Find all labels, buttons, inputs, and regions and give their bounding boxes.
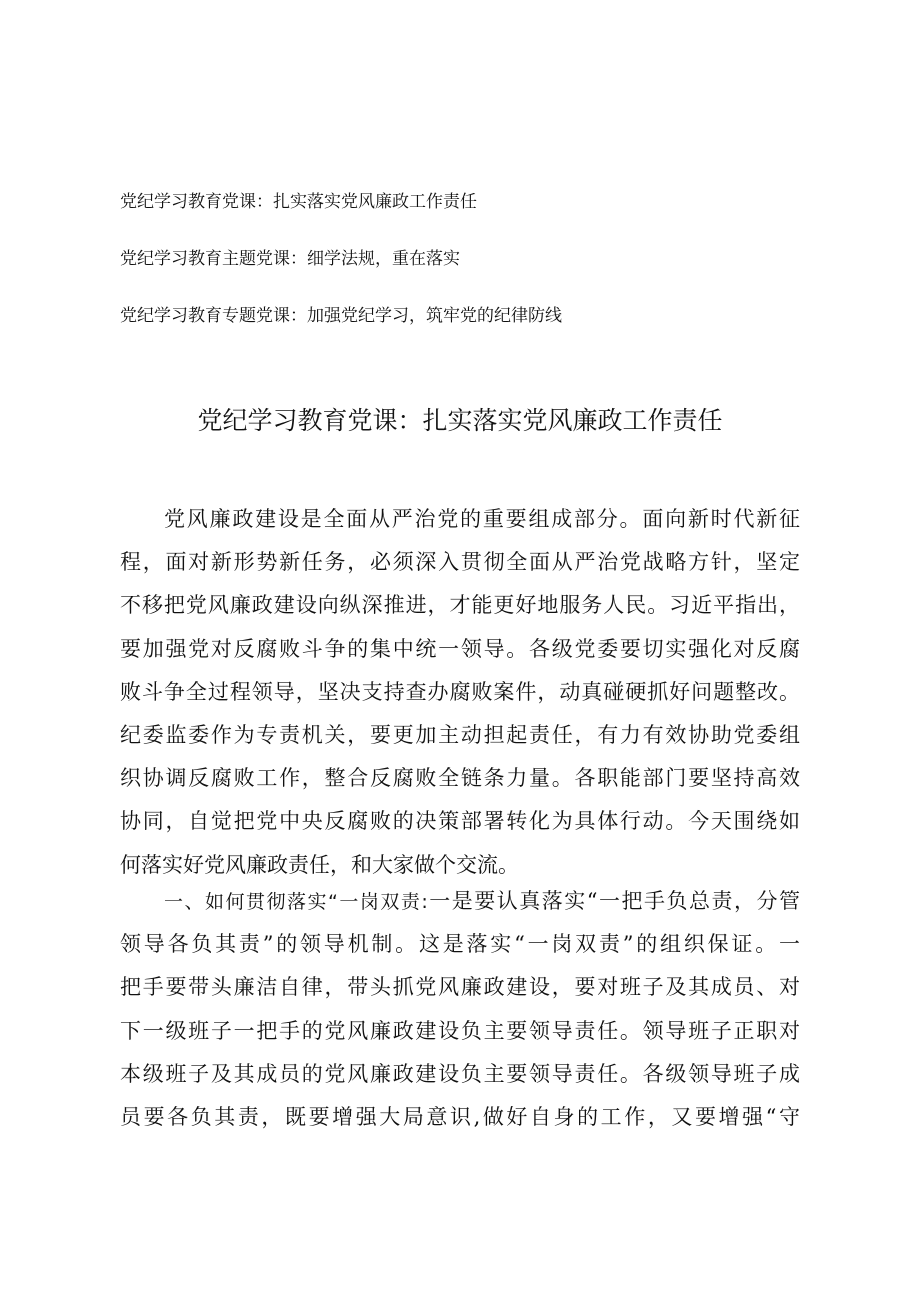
- paragraph-line: 何落实好党风廉政责任，和大家做个交流。: [120, 852, 519, 877]
- paragraph-line: 不移把党风廉政建设向纵深推进，才能更好地服务人民。习近平指出，: [120, 593, 800, 618]
- paragraph-line: 织协调反腐败工作，整合反腐败全链条力量。各职能部门要坚持高效: [120, 766, 800, 791]
- paragraph-line: 协同，自觉把党中央反腐败的决策部署转化为具体行动。今天围绕如: [120, 809, 800, 834]
- paragraph-line: 纪委监委作为专责机关，要更加主动担起责任，有力有效协助党委组: [120, 722, 800, 747]
- section-heading: 一、如何贯彻落实“一岗双责:: [164, 891, 428, 913]
- paragraph-line: 下一级班子一把手的党风廉政建设负主要领导责任。领导班子正职对: [120, 1018, 800, 1043]
- paragraph-intro: [120, 498, 800, 887]
- paragraph-line: 败斗争全过程领导，坚决支持查办腐败案件，动真碰硬抓好问题整改。: [120, 679, 800, 704]
- paragraph-line: 本级班子及其成员的党风廉政建设负主要领导责任。各级领导班子成: [120, 1061, 800, 1086]
- paragraph-line: 党风廉政建设是全面从严治党的重要组成部分。面向新时代新征: [164, 507, 800, 531]
- paragraph-line: [120, 880, 800, 923]
- paragraph-line: 领导各负其责”的领导机制。这是落实“一岗双责”的组织保证。一: [120, 932, 800, 957]
- paragraph-section-one: [120, 880, 800, 1139]
- paragraph-line: 员要各负其责，既要增强大局意识,做好自身的工作，又要增强“守: [120, 1104, 800, 1129]
- toc-item-3[interactable]: 党纪学习教育专题党课：加强党纪学习，筑牢党的纪律防线: [120, 306, 562, 326]
- paragraph-line: 程，面对新形势新任务，必须深入贯彻全面从严治党战略方针，坚定: [120, 550, 800, 575]
- document-title: 党纪学习教育党课：扎实落实党风廉政工作责任: [197, 406, 723, 435]
- toc-item-1[interactable]: 党纪学习教育党课：扎实落实党风廉政工作责任: [120, 192, 477, 212]
- paragraph-text: 一是要认真落实“一把手负总责，分管: [427, 889, 800, 913]
- paragraph-line: 要加强党对反腐败斗争的集中统一领导。各级党委要切实强化对反腐: [120, 636, 800, 661]
- paragraph-line: 把手要带头廉洁自律，带头抓党风廉政建设，要对班子及其成员、对: [120, 975, 800, 1000]
- toc-item-2[interactable]: 党纪学习教育主题党课：细学法规，重在落实: [120, 249, 460, 269]
